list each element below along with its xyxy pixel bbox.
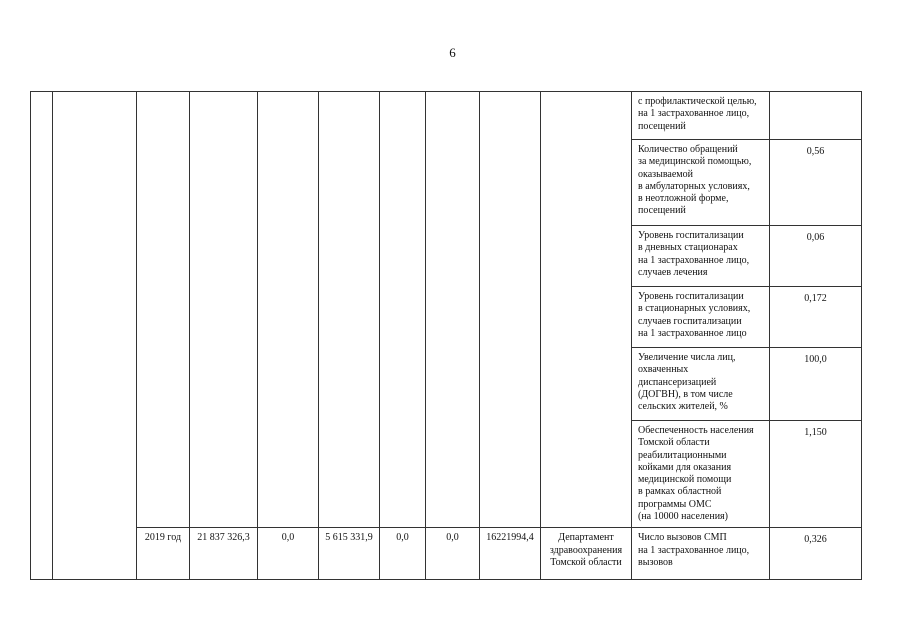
indicator-name: Уровень госпитализации в стационарных условиях, случаев госпитализации на 1 застрахованное лицо bbox=[632, 287, 770, 348]
year-cell: 2019 год bbox=[137, 528, 190, 580]
program-table bbox=[30, 91, 862, 580]
total-cell: 21 837 326,3 bbox=[190, 528, 258, 580]
indicator-name: Число вызовов СМП на 1 застрахованное лицо, вызовов bbox=[632, 528, 770, 580]
empty-cell bbox=[319, 92, 380, 528]
indicator-value bbox=[770, 92, 862, 140]
local-cell: 0,0 bbox=[380, 528, 426, 580]
federal-cell: 0,0 bbox=[258, 528, 319, 580]
empty-cell bbox=[480, 92, 541, 528]
indicator-name: Уровень госпитализации в дневных стационарах на 1 застрахованное лицо, случаев лечения bbox=[632, 226, 770, 287]
indicator-name: Увеличение числа лиц, охваченных диспансеризацией (ДОГВН), в том числе сельских жителей, % bbox=[632, 348, 770, 421]
indicator-name: с профилактической целью, на 1 застрахованное лицо, посещений bbox=[632, 92, 770, 140]
empty-cell bbox=[426, 92, 480, 528]
indicator-value: 0,06 bbox=[770, 226, 862, 287]
empty-cell bbox=[258, 92, 319, 528]
indicator-value: 0,326 bbox=[770, 528, 862, 580]
indicator-value: 1,150 bbox=[770, 421, 862, 528]
indicator-value: 0,172 bbox=[770, 287, 862, 348]
empty-cell bbox=[380, 92, 426, 528]
other-cell: 0,0 bbox=[426, 528, 480, 580]
indicator-name: Количество обращений за медицинской помощью, оказываемой в амбулаторных условиях, в неотложной форме, посещений bbox=[632, 140, 770, 226]
number-cell bbox=[31, 92, 53, 580]
empty-cell bbox=[137, 92, 190, 528]
empty-cell bbox=[190, 92, 258, 528]
executor-cell: Департамент здравоохранения Томской области bbox=[541, 528, 632, 580]
table-row-2019 bbox=[31, 528, 862, 580]
indicator-name: Обеспеченность населения Томской области реабилитационными койками для оказания медицинской помощи в рамках областной программы ОМС (на 10000 населения) bbox=[632, 421, 770, 528]
indicator-value: 100,0 bbox=[770, 348, 862, 421]
page-number: 6 bbox=[449, 45, 456, 60]
indicator-value: 0,56 bbox=[770, 140, 862, 226]
empty-cell bbox=[541, 92, 632, 528]
regional-cell: 5 615 331,9 bbox=[319, 528, 380, 580]
task-cell bbox=[53, 92, 137, 580]
table-row bbox=[31, 92, 862, 140]
oms-cell: 16221994,4 bbox=[480, 528, 541, 580]
